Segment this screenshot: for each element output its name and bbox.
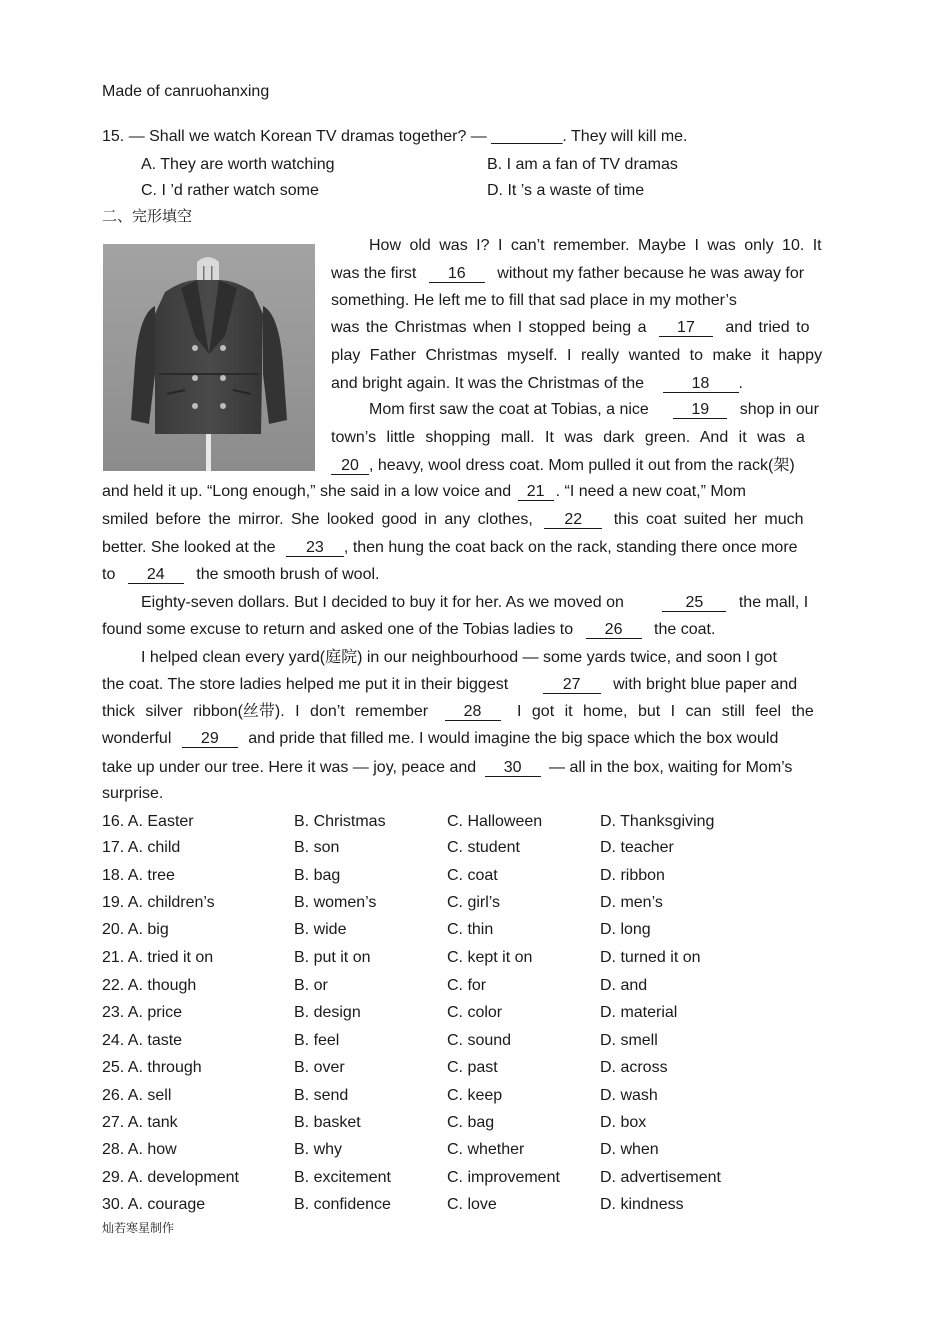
question-15-option-d: D. It ’s a waste of time	[487, 182, 645, 199]
section-title: 二、完形填空	[102, 207, 193, 225]
option-choice: D. box	[600, 1114, 647, 1131]
option-choice: D. smell	[600, 1032, 658, 1049]
question-15-option-c: C. I ’d rather watch some	[141, 182, 319, 199]
option-choice: 19. A. children’s	[102, 894, 215, 911]
option-choice: B. put it on	[294, 949, 371, 966]
passage-line-11: smiled before the mirror. She looked good in any clothes, 22 this coat suited her much	[102, 511, 804, 528]
blank-20: 20	[331, 458, 369, 475]
passage-line-9: 20 , heavy, wool dress coat. Mom pulled it out from the rack(架)	[331, 456, 795, 476]
option-choice: 27. A. tank	[102, 1114, 178, 1131]
option-row	[102, 1113, 862, 1137]
question-15-stem: 15. — Shall we watch Korean TV dramas together? — ________. They will kill me.	[102, 128, 688, 145]
passage-line-7: Mom first saw the coat at Tobias, a nice 19 shop in our	[369, 401, 819, 418]
blank-28: 28	[445, 704, 501, 721]
option-choice: C. whether	[447, 1141, 525, 1158]
passage-line-6: and bright again. It was the Christmas of the 18 .	[331, 375, 743, 392]
option-choice: C. color	[447, 1004, 503, 1021]
blank-16: 16	[429, 266, 485, 283]
option-choice: D. men’s	[600, 894, 663, 911]
passage-line-19: wonderful 29 and pride that filled me. I would imagine the big space which the box would	[102, 730, 779, 747]
passage-line-2: was the first 16 without my father because he was away for	[331, 265, 805, 282]
passage-line-5: play Father Christmas myself. I really wanted to make it happy	[331, 347, 823, 364]
option-choice: B. send	[294, 1087, 349, 1104]
blank-18: 18	[663, 376, 739, 393]
blank-21: 21	[518, 484, 554, 501]
option-choice: 20. A. big	[102, 921, 169, 938]
passage-line-4: was the Christmas when I stopped being a 17 and tried to	[331, 319, 810, 336]
option-row	[102, 1031, 862, 1055]
option-choice: C. girl’s	[447, 894, 501, 911]
passage-line-21: surprise.	[102, 785, 164, 802]
document-header: Made of canruohanxing	[102, 83, 270, 100]
option-choice: B. excitement	[294, 1169, 391, 1186]
passage-line-20: take up under our tree. Here it was — joy, peace and 30 — all in the box, waiting for Mom’s	[102, 759, 793, 776]
option-choice: B. son	[294, 839, 340, 856]
option-choice: 16. A. Easter	[102, 813, 194, 830]
option-choice: B. Christmas	[294, 813, 386, 830]
option-choice: 17. A. child	[102, 839, 181, 856]
question-15-option-a: A. They are worth watching	[141, 156, 335, 173]
option-choice: D. advertisement	[600, 1169, 721, 1186]
blank-22: 22	[544, 512, 602, 529]
option-row	[102, 1195, 862, 1219]
option-row	[102, 1086, 862, 1110]
option-choice: D. long	[600, 921, 651, 938]
option-choice: D. Thanksgiving	[600, 813, 715, 830]
passage-line-16: I helped clean every yard(庭院) in our neighbourhood — some yards twice, and soon I got	[141, 649, 777, 666]
coat-illustration	[103, 244, 315, 471]
option-choice: B. feel	[294, 1032, 340, 1049]
option-choice: D. material	[600, 1004, 678, 1021]
option-row	[102, 1168, 862, 1192]
passage-line-3: something. He left me to fill that sad place in my mother’s	[331, 292, 737, 309]
option-choice: B. or	[294, 977, 328, 994]
option-choice: 22. A. though	[102, 977, 197, 994]
passage-line-8: town’s little shopping mall. It was dark green. And it was a	[331, 429, 805, 446]
option-choice: C. for	[447, 977, 487, 994]
option-choice: 30. A. courage	[102, 1196, 206, 1213]
blank-17: 17	[659, 320, 713, 337]
blank-29: 29	[182, 731, 238, 748]
option-choice: B. bag	[294, 867, 341, 884]
passage-line-18: thick silver ribbon(丝带). I don’t remember 28 I got it home, but I can still feel the	[102, 703, 814, 720]
option-row	[102, 866, 862, 890]
option-choice: C. thin	[447, 921, 494, 938]
option-choice: C. kept it on	[447, 949, 533, 966]
option-choice: 25. A. through	[102, 1059, 202, 1076]
option-choice: D. teacher	[600, 839, 674, 856]
option-choice: 18. A. tree	[102, 867, 175, 884]
blank-26: 26	[586, 622, 642, 639]
option-row	[102, 893, 862, 917]
passage-line-1: How old was I? I can’t remember. Maybe I was only 10. It	[369, 237, 822, 254]
passage-line-17: the coat. The store ladies helped me put it in their biggest 27 with bright blue paper and	[102, 676, 798, 693]
option-choice: 24. A. taste	[102, 1032, 183, 1049]
option-row	[102, 948, 862, 972]
option-choice: C. love	[447, 1196, 497, 1213]
option-choice: C. improvement	[447, 1169, 560, 1186]
option-row	[102, 838, 862, 862]
option-choice: C. past	[447, 1059, 498, 1076]
option-choice: C. bag	[447, 1114, 495, 1131]
option-choice: D. wash	[600, 1087, 658, 1104]
passage-line-15: found some excuse to return and asked one of the Tobias ladies to 26 the coat.	[102, 621, 716, 638]
option-row	[102, 1058, 862, 1082]
option-choice: 28. A. how	[102, 1141, 177, 1158]
passage-line-10: and held it up. “Long enough,” she said in a low voice and 21 . “I need a new coat,” Mom	[102, 483, 746, 500]
option-choice: B. design	[294, 1004, 361, 1021]
blank-19: 19	[673, 402, 727, 419]
blank-30: 30	[485, 760, 541, 777]
option-choice: 21. A. tried it on	[102, 949, 214, 966]
option-choice: 23. A. price	[102, 1004, 183, 1021]
option-choice: D. kindness	[600, 1196, 684, 1213]
option-choice: 26. A. sell	[102, 1087, 172, 1104]
option-choice: C. Halloween	[447, 813, 543, 830]
blank-23: 23	[286, 540, 344, 557]
option-choice: C. sound	[447, 1032, 512, 1049]
passage-line-13: to 24 the smooth brush of wool.	[102, 566, 380, 583]
option-choice: 29. A. development	[102, 1169, 239, 1186]
option-row	[102, 812, 862, 836]
option-choice: C. coat	[447, 867, 498, 884]
option-row	[102, 976, 862, 1000]
option-choice: C. keep	[447, 1087, 503, 1104]
blank-24: 24	[128, 567, 184, 584]
option-choice: B. over	[294, 1059, 345, 1076]
passage-line-12: better. She looked at the 23 , then hung the coat back on the rack, standing there once more	[102, 539, 798, 556]
blank-27: 27	[543, 677, 601, 694]
option-row	[102, 1140, 862, 1164]
option-choice: B. confidence	[294, 1196, 391, 1213]
option-row	[102, 920, 862, 944]
option-choice: B. wide	[294, 921, 347, 938]
option-choice: D. across	[600, 1059, 668, 1076]
option-choice: D. when	[600, 1141, 659, 1158]
option-choice: D. ribbon	[600, 867, 665, 884]
document-footer: 灿若寒星制作	[102, 1221, 175, 1235]
option-choice: C. student	[447, 839, 520, 856]
option-choice: B. women’s	[294, 894, 377, 911]
coat-photo	[103, 244, 315, 471]
option-choice: B. why	[294, 1141, 343, 1158]
question-15-option-b: B. I am a fan of TV dramas	[487, 156, 678, 173]
option-choice: D. and	[600, 977, 648, 994]
option-choice: B. basket	[294, 1114, 361, 1131]
blank-25: 25	[662, 595, 726, 612]
option-row	[102, 1003, 862, 1027]
passage-line-14: Eighty-seven dollars. But I decided to buy it for her. As we moved on 25 the mall, I	[141, 594, 809, 611]
option-choice: D. turned it on	[600, 949, 701, 966]
